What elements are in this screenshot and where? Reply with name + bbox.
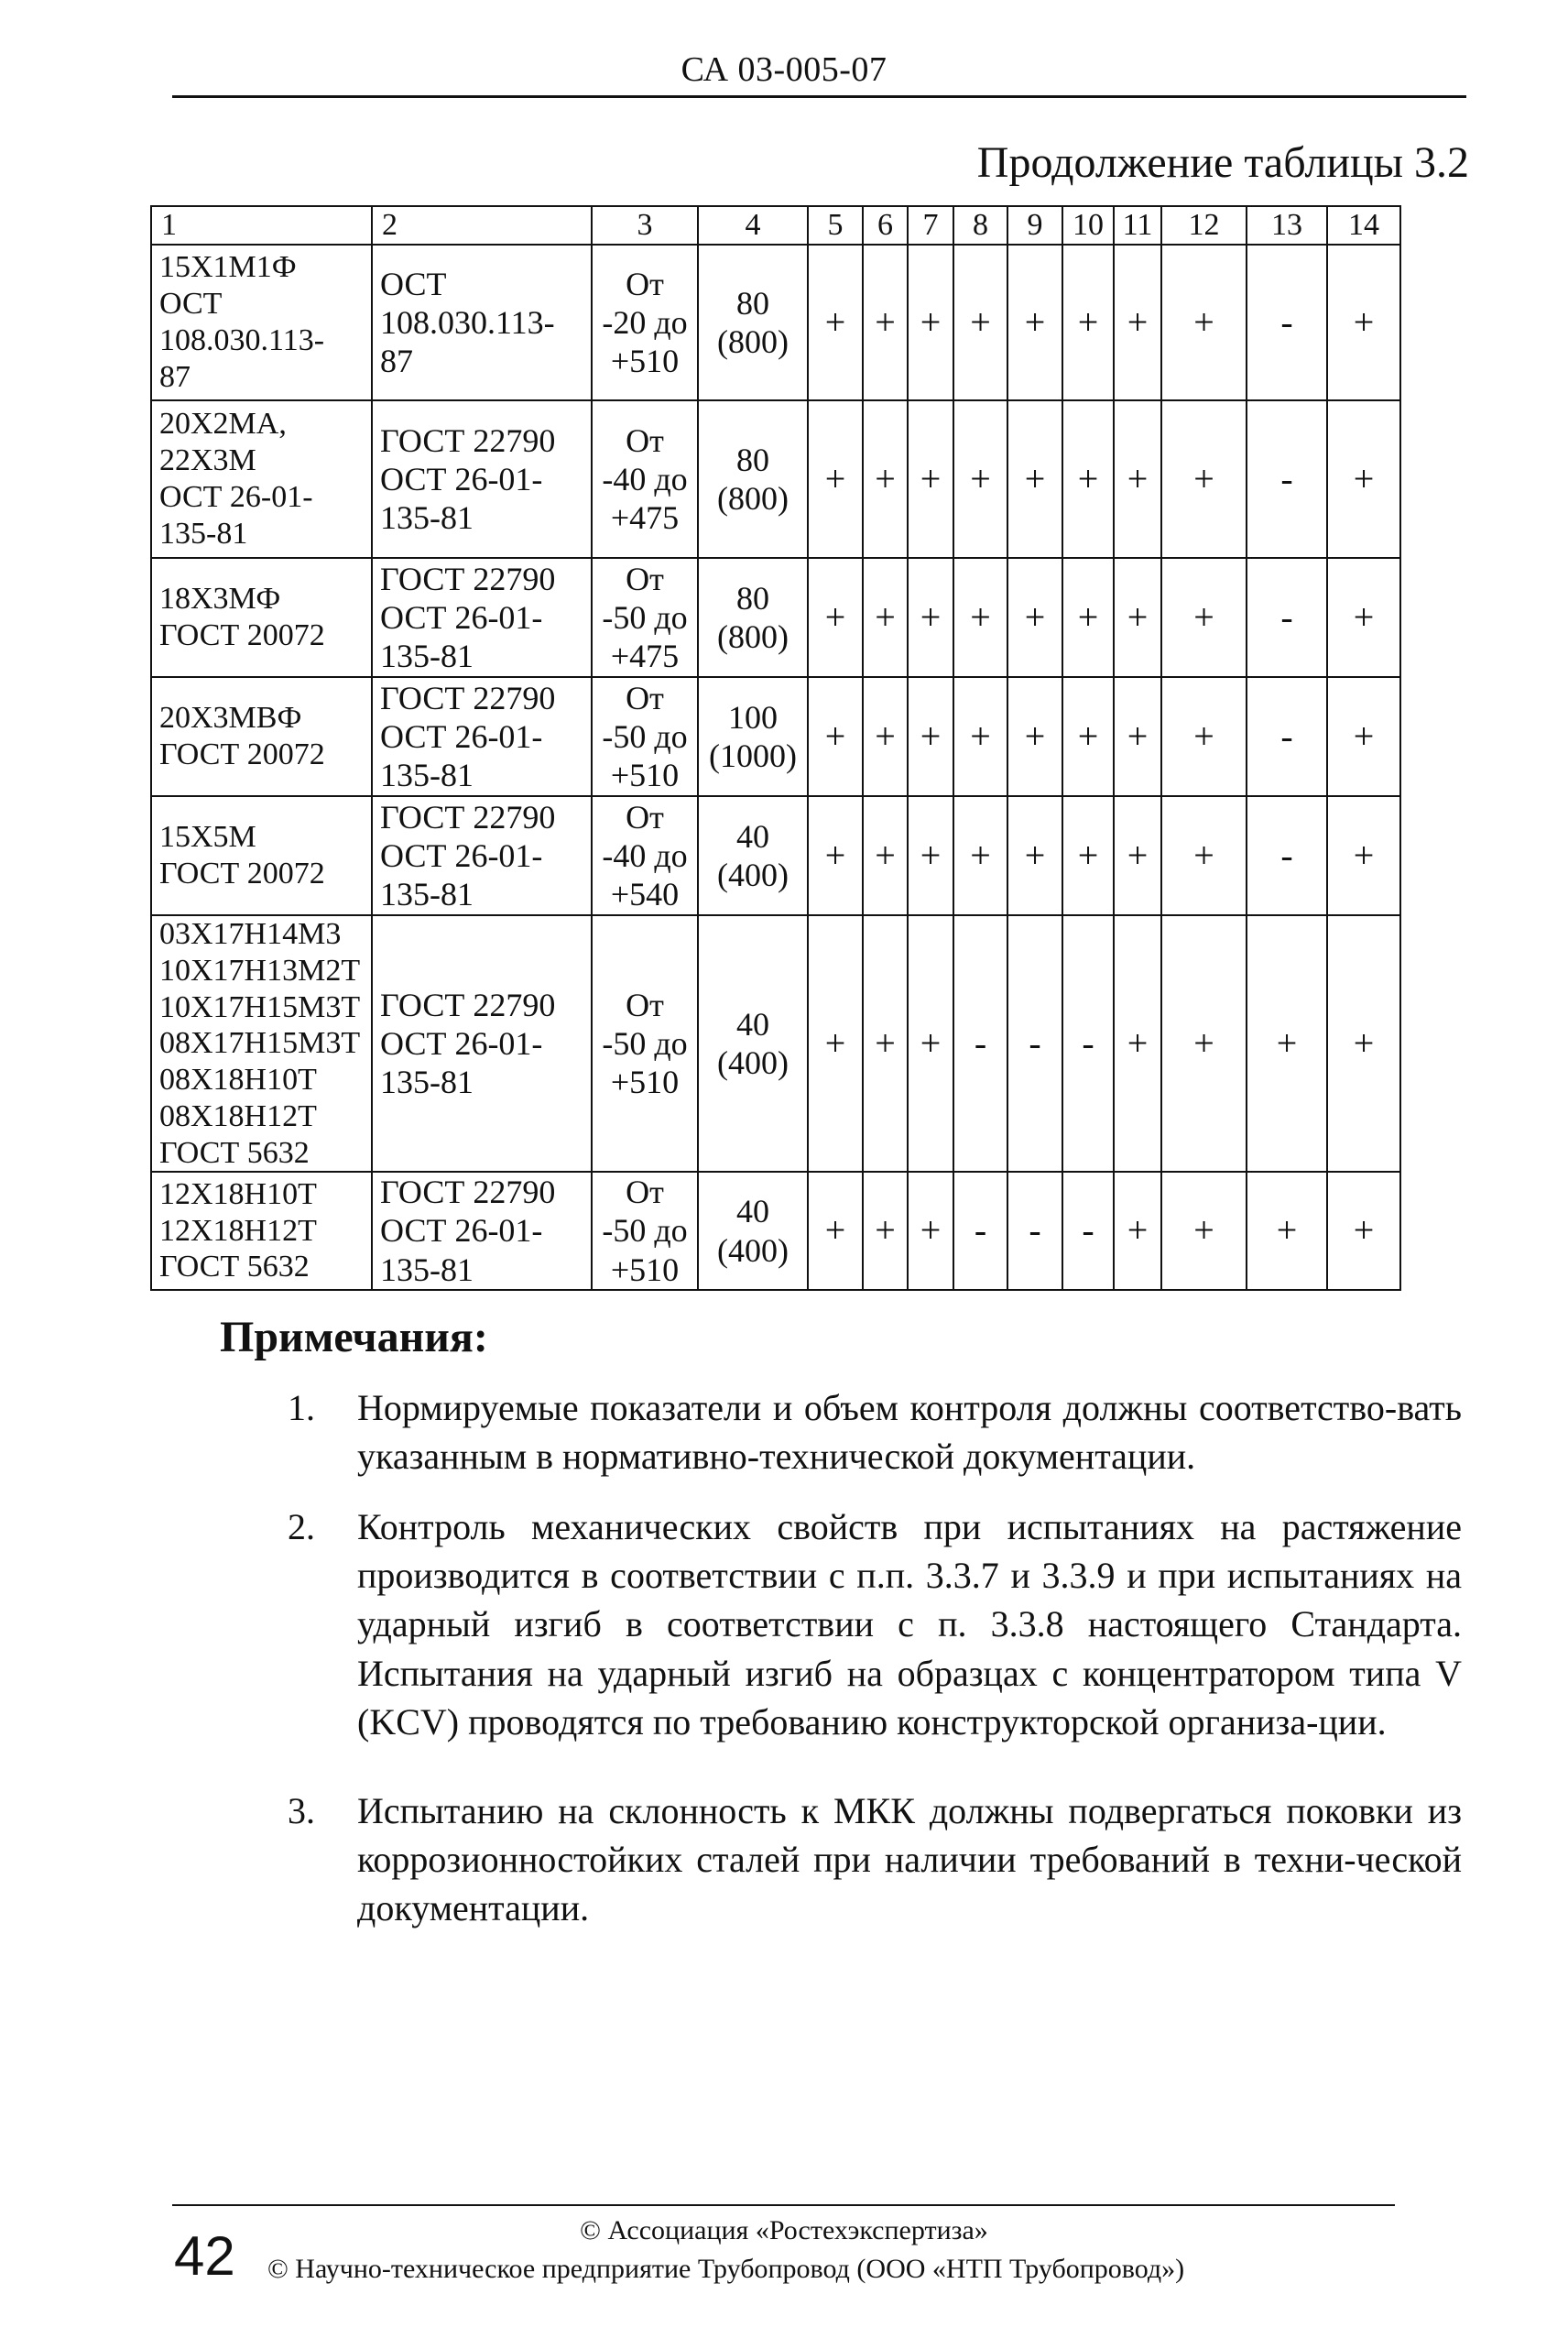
mark-cell: - xyxy=(1007,1172,1062,1289)
temperature-cell-line: От xyxy=(626,421,664,459)
steel-table xyxy=(150,205,1401,1291)
standard-cell xyxy=(372,245,592,400)
mark-cell: - xyxy=(1247,796,1327,915)
mark-cell: + xyxy=(863,400,908,558)
mark-cell: + xyxy=(863,677,908,796)
standard-cell xyxy=(372,1172,592,1289)
mark-cell: + xyxy=(908,558,953,677)
standard-cell-line: ГОСТ 22790 xyxy=(380,421,556,459)
material-cell-line: 10Х17Н15М3Т xyxy=(159,989,361,1024)
temperature-cell xyxy=(592,558,698,677)
material-cell xyxy=(151,400,372,558)
value-cell xyxy=(698,677,808,796)
mark-cell: + xyxy=(1007,558,1062,677)
material-cell-line: 08Х17Н15М3Т xyxy=(159,1026,361,1061)
mark-cell: + xyxy=(1161,245,1247,400)
temperature-cell-line: +510 xyxy=(610,1064,680,1101)
mark-cell: + xyxy=(1327,1172,1400,1289)
material-cell-line: 15Х1М1Ф xyxy=(159,250,297,285)
standard-cell-line: 135-81 xyxy=(380,1064,474,1101)
material-cell-line: 08Х18Н10Т xyxy=(159,1063,317,1098)
temperature-cell xyxy=(592,915,698,1172)
material-cell-line: 10Х17Н13М2Т xyxy=(159,953,361,988)
value-cell-line: 80 xyxy=(736,284,769,322)
mark-cell: - xyxy=(1007,915,1062,1172)
note-number: 3. xyxy=(288,1790,315,1831)
material-cell-line: ГОСТ 5632 xyxy=(159,1250,310,1284)
mark-cell: + xyxy=(1114,245,1161,400)
column-header: 12 xyxy=(1161,206,1247,245)
column-header: 1 xyxy=(151,206,372,245)
mark-cell: + xyxy=(1327,558,1400,677)
temperature-cell xyxy=(592,400,698,558)
standard-cell-line: ГОСТ 22790 xyxy=(380,987,556,1024)
mark-cell: + xyxy=(808,796,863,915)
mark-cell: + xyxy=(1327,915,1400,1172)
value-cell-line: (400) xyxy=(717,1231,789,1269)
column-header: 4 xyxy=(698,206,808,245)
note-number: 2. xyxy=(288,1506,315,1547)
standard-cell-line: ОСТ 26-01- xyxy=(380,717,543,755)
temperature-cell xyxy=(592,245,698,400)
temperature-cell-line: -40 до xyxy=(602,836,688,874)
column-header: 10 xyxy=(1062,206,1114,245)
material-cell-line: 12Х18Н12Т xyxy=(159,1213,317,1248)
mark-cell: + xyxy=(1114,558,1161,677)
mark-cell: - xyxy=(1062,1172,1114,1289)
mark-cell: + xyxy=(908,1172,953,1289)
material-cell-line: 18Х3МФ xyxy=(159,582,281,617)
value-cell xyxy=(698,1172,808,1289)
standard-cell-line: ГОСТ 22790 xyxy=(380,679,556,716)
standard-cell xyxy=(372,400,592,558)
temperature-cell-line: -50 до xyxy=(602,1212,688,1250)
temperature-cell-line: +475 xyxy=(610,638,680,675)
mark-cell: - xyxy=(1062,915,1114,1172)
table-header-row xyxy=(151,206,1400,245)
mark-cell: - xyxy=(953,915,1007,1172)
column-header: 9 xyxy=(1007,206,1062,245)
material-cell-line: 135-81 xyxy=(159,516,248,551)
column-header: 5 xyxy=(808,206,863,245)
value-cell-line: 40 xyxy=(736,817,769,855)
temperature-cell-line: -40 до xyxy=(602,460,688,497)
standard-cell-line: ГОСТ 22790 xyxy=(380,560,556,597)
temperature-cell-line: От xyxy=(626,265,664,302)
table-row xyxy=(151,915,1400,1172)
column-header: 14 xyxy=(1327,206,1400,245)
mark-cell: + xyxy=(908,796,953,915)
temperature-cell-line: От xyxy=(626,560,664,597)
standard-cell-line: 135-81 xyxy=(380,499,474,537)
mark-cell: + xyxy=(908,915,953,1172)
note-text: Контроль механических свойств при испытаниях на растяжение производится в соответствии с п.п. 3.3.7 и 3.3.9 и при испытаниях на ударный изгиб в соответствии с п. 3.3.8 настоящего Стандарта. Испытания на ударный изгиб на образцах с концентратором типа V (KCV) проводятся по требованию конструкторской организа-ции. xyxy=(357,1506,1462,1743)
standard-cell-line: ОСТ 26-01- xyxy=(380,460,543,497)
mark-cell: - xyxy=(1247,245,1327,400)
table-continuation-title: Продолжение таблицы 3.2 xyxy=(976,138,1469,187)
material-cell-line: 08Х18Н12Т xyxy=(159,1098,317,1133)
footer-copyright-2: © Научно-техническое предприятие Трубопровод (ООО «НТП Трубопровод») xyxy=(267,2254,1185,2284)
mark-cell: + xyxy=(1062,558,1114,677)
standard-cell-line: ОСТ 26-01- xyxy=(380,836,543,874)
table-row xyxy=(151,400,1400,558)
mark-cell: + xyxy=(1114,796,1161,915)
note-text: Испытанию на склонность к МКК должны подвергаться поковки из коррозионностойких сталей при наличии требований в техни-ческой документации. xyxy=(357,1790,1462,1929)
mark-cell: + xyxy=(1062,796,1114,915)
temperature-cell-line: +540 xyxy=(610,876,680,913)
material-cell xyxy=(151,558,372,677)
document-code: СА 03-005-07 xyxy=(681,50,887,89)
mark-cell: + xyxy=(953,796,1007,915)
temperature-cell-line: От xyxy=(626,798,664,836)
temperature-cell-line: -50 до xyxy=(602,598,688,636)
value-cell xyxy=(698,400,808,558)
standard-cell-line: 108.030.113- xyxy=(380,303,555,341)
mark-cell: + xyxy=(863,245,908,400)
standard-cell-line: 135-81 xyxy=(380,638,474,675)
temperature-cell-line: От xyxy=(626,987,664,1024)
mark-cell: + xyxy=(1062,245,1114,400)
standard-cell xyxy=(372,796,592,915)
mark-cell: + xyxy=(808,1172,863,1289)
mark-cell: + xyxy=(1114,677,1161,796)
mark-cell: + xyxy=(1161,915,1247,1172)
material-cell-line: 87 xyxy=(159,359,191,394)
value-cell-line: (800) xyxy=(717,480,789,517)
mark-cell: + xyxy=(908,677,953,796)
mark-cell: + xyxy=(1327,677,1400,796)
mark-cell: + xyxy=(1114,1172,1161,1289)
mark-cell: + xyxy=(808,558,863,677)
mark-cell: + xyxy=(1161,400,1247,558)
mark-cell: + xyxy=(953,400,1007,558)
temperature-cell-line: От xyxy=(626,1174,664,1211)
material-cell-line: ГОСТ 20072 xyxy=(159,618,325,652)
material-cell xyxy=(151,1172,372,1289)
mark-cell: + xyxy=(1114,400,1161,558)
standard-cell-line: 135-81 xyxy=(380,757,474,794)
material-cell-line: 15Х5М xyxy=(159,820,256,855)
material-cell xyxy=(151,677,372,796)
standard-cell-line: ГОСТ 22790 xyxy=(380,798,556,836)
column-header: 3 xyxy=(592,206,698,245)
column-header: 13 xyxy=(1247,206,1327,245)
footer-rule xyxy=(172,2204,1395,2206)
column-header: 2 xyxy=(372,206,592,245)
material-cell-line: 03Х17Н14М3 xyxy=(159,917,342,951)
material-cell xyxy=(151,245,372,400)
table-row xyxy=(151,677,1400,796)
temperature-cell-line: -20 до xyxy=(602,303,688,341)
standard-cell-line: ОСТ 26-01- xyxy=(380,1212,543,1250)
temperature-cell xyxy=(592,1172,698,1289)
material-cell-line: ГОСТ 20072 xyxy=(159,737,325,771)
mark-cell: + xyxy=(1062,677,1114,796)
value-cell-line: 80 xyxy=(736,441,769,478)
standard-cell-line: 135-81 xyxy=(380,876,474,913)
mark-cell: + xyxy=(1161,558,1247,677)
material-cell-line: ГОСТ 5632 xyxy=(159,1135,310,1170)
material-cell-line: 108.030.113- xyxy=(159,323,325,357)
temperature-cell-line: От xyxy=(626,679,664,716)
column-header: 7 xyxy=(908,206,953,245)
temperature-cell-line: +510 xyxy=(610,757,680,794)
mark-cell: + xyxy=(1327,245,1400,400)
mark-cell: - xyxy=(1247,677,1327,796)
material-cell-line: 20Х3МВФ xyxy=(159,701,302,736)
value-cell-line: 40 xyxy=(736,1006,769,1043)
note-number: 1. xyxy=(288,1387,315,1428)
mark-cell: - xyxy=(1247,558,1327,677)
mark-cell: + xyxy=(1007,400,1062,558)
value-cell-line: (400) xyxy=(717,1044,789,1082)
mark-cell: - xyxy=(1247,400,1327,558)
temperature-cell xyxy=(592,677,698,796)
standard-cell-line: ОСТ 26-01- xyxy=(380,1025,543,1063)
standard-cell xyxy=(372,677,592,796)
value-cell-line: 100 xyxy=(728,698,778,736)
table-row xyxy=(151,796,1400,915)
material-cell-line: ОСТ 26-01- xyxy=(159,480,313,514)
value-cell-line: (800) xyxy=(717,618,789,655)
temperature-cell-line: +510 xyxy=(610,343,680,380)
material-cell xyxy=(151,796,372,915)
mark-cell: + xyxy=(908,400,953,558)
mark-cell: + xyxy=(908,245,953,400)
column-header: 6 xyxy=(863,206,908,245)
table-row xyxy=(151,558,1400,677)
temperature-cell xyxy=(592,796,698,915)
note-text: Нормируемые показатели и объем контроля должны соответство-вать указанным в нормативно-технической документации. xyxy=(357,1387,1462,1478)
mark-cell: + xyxy=(863,558,908,677)
standard-cell-line: 87 xyxy=(380,343,413,380)
material-cell-line: 22Х3М xyxy=(159,443,256,478)
temperature-cell-line: -50 до xyxy=(602,717,688,755)
value-cell xyxy=(698,796,808,915)
temperature-cell-line: +510 xyxy=(610,1251,680,1288)
value-cell-line: 40 xyxy=(736,1193,769,1230)
page-number: 42 xyxy=(174,2225,235,2287)
standard-cell-line: ОСТ xyxy=(380,265,447,302)
mark-cell: + xyxy=(863,1172,908,1289)
value-cell xyxy=(698,915,808,1172)
standard-cell-line: ГОСТ 22790 xyxy=(380,1174,556,1211)
mark-cell: + xyxy=(1247,1172,1327,1289)
value-cell-line: (1000) xyxy=(709,737,797,774)
column-header: 11 xyxy=(1114,206,1161,245)
mark-cell: + xyxy=(1327,796,1400,915)
mark-cell: + xyxy=(808,915,863,1172)
standard-cell-line: ОСТ 26-01- xyxy=(380,598,543,636)
mark-cell: + xyxy=(1161,796,1247,915)
value-cell-line: (800) xyxy=(717,323,789,360)
material-cell xyxy=(151,915,372,1172)
value-cell-line: (400) xyxy=(717,857,789,893)
mark-cell: + xyxy=(953,245,1007,400)
material-cell-line: 20Х2МА, xyxy=(159,407,287,442)
material-cell-line: 12Х18Н10Т xyxy=(159,1176,317,1211)
value-cell-line: 80 xyxy=(736,579,769,617)
mark-cell: + xyxy=(953,677,1007,796)
mark-cell: + xyxy=(1007,677,1062,796)
mark-cell: - xyxy=(953,1172,1007,1289)
mark-cell: + xyxy=(1007,245,1062,400)
value-cell xyxy=(698,558,808,677)
column-header: 8 xyxy=(953,206,1007,245)
mark-cell: + xyxy=(808,677,863,796)
mark-cell: + xyxy=(808,400,863,558)
material-cell-line: ГОСТ 20072 xyxy=(159,857,325,890)
mark-cell: + xyxy=(863,915,908,1172)
standard-cell-line: 135-81 xyxy=(380,1251,474,1288)
mark-cell: + xyxy=(1161,1172,1247,1289)
mark-cell: + xyxy=(1247,915,1327,1172)
mark-cell: + xyxy=(1062,400,1114,558)
mark-cell: + xyxy=(1114,915,1161,1172)
value-cell xyxy=(698,245,808,400)
temperature-cell-line: -50 до xyxy=(602,1025,688,1063)
temperature-cell-line: +475 xyxy=(610,499,680,537)
table-row xyxy=(151,1172,1400,1289)
standard-cell xyxy=(372,558,592,677)
standard-cell xyxy=(372,915,592,1172)
footer-copyright-1: © Ассоциация «Ростехэкспертиза» xyxy=(580,2215,988,2245)
mark-cell: + xyxy=(1007,796,1062,915)
notes-title: Примечания: xyxy=(220,1313,488,1361)
mark-cell: + xyxy=(808,245,863,400)
mark-cell: + xyxy=(953,558,1007,677)
material-cell-line: ОСТ xyxy=(159,287,223,322)
mark-cell: + xyxy=(1327,400,1400,558)
table-row xyxy=(151,245,1400,400)
mark-cell: + xyxy=(1161,677,1247,796)
header-rule xyxy=(172,95,1466,98)
mark-cell: + xyxy=(863,796,908,915)
